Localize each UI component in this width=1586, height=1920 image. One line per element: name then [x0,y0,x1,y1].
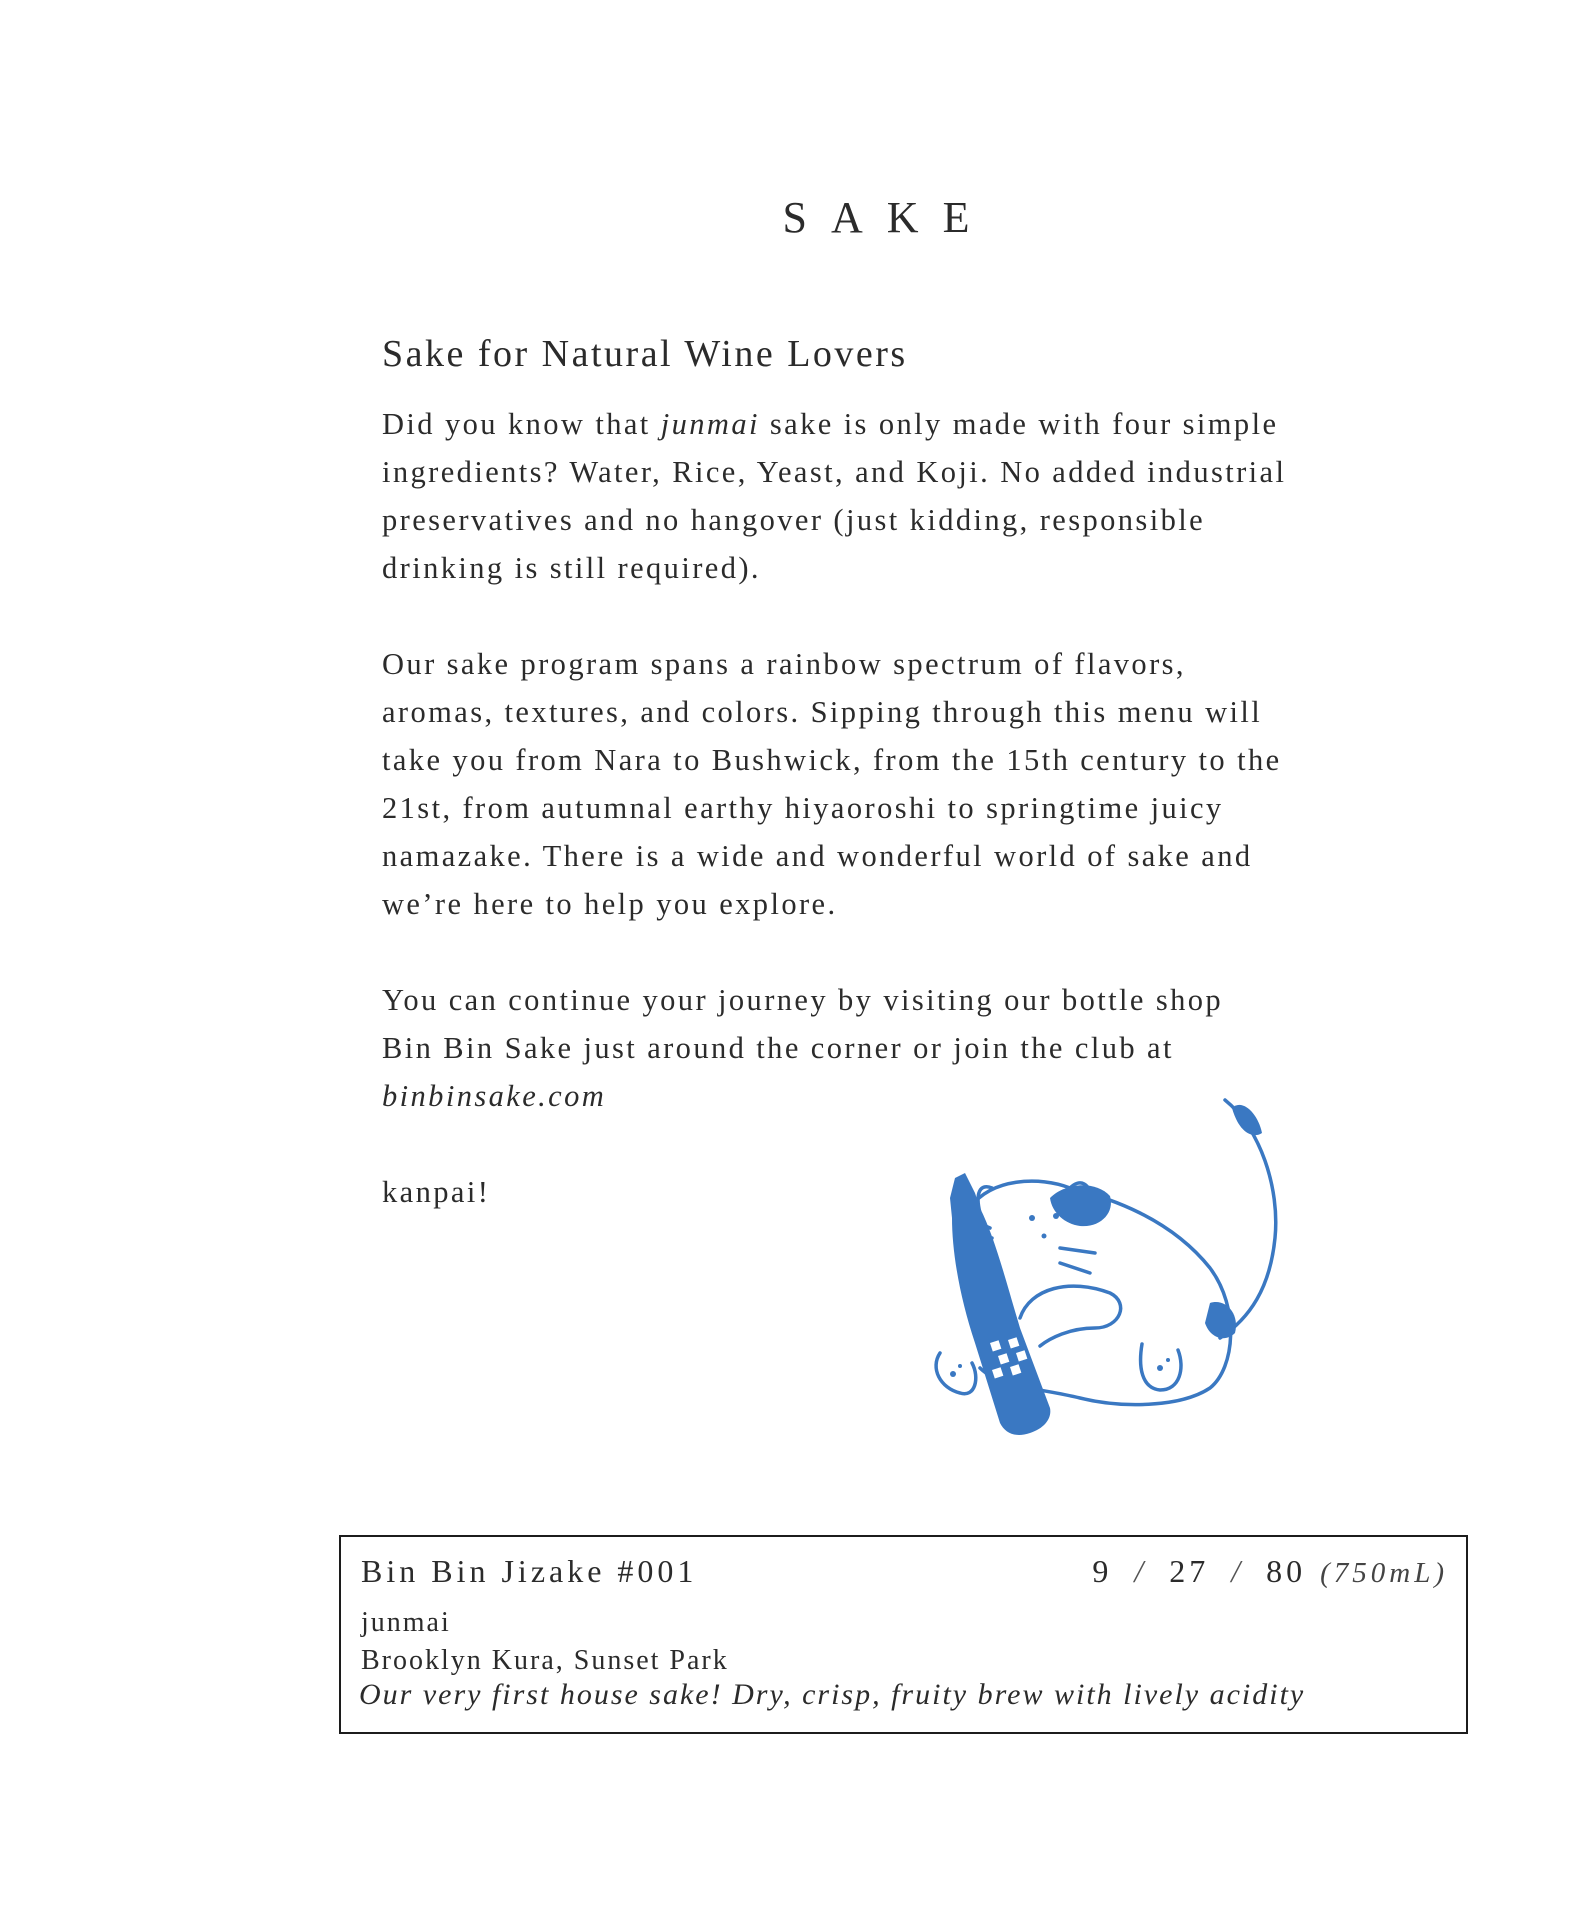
intro-paragraph-1 [382,400,1442,592]
intro-section [382,332,1442,1216]
sake-style: junmai [361,1607,451,1638]
price-separator: / [1134,1553,1148,1589]
p1-italic-junmai: junmai [660,407,760,441]
p1-text-start: Did you know that [382,407,661,441]
p1-line4: drinking is still required). [382,551,761,585]
sake-menu-item [339,1535,1468,1734]
price-carafe: 27 [1169,1553,1210,1589]
p2-line1: Our sake program spans a rainbow spectrum of flavors, [382,647,1186,681]
p3-line2: Bin Bin Sake just around the corner or join the club at [382,1031,1174,1065]
bottle-volume: (750mL) [1320,1557,1448,1589]
intro-paragraph-2 [382,640,1442,928]
website-link[interactable]: binbinsake.com [382,1079,607,1113]
sake-prices [1092,1553,1448,1590]
p2-line5: namazake. There is a wide and wonderful world of sake and [382,839,1253,873]
price-bottle: 80 [1266,1553,1307,1589]
p3-line1: You can continue your journey by visiting our bottle shop [382,983,1224,1017]
p2-line3: take you from Nara to Bushwick, from the 15th century to the [382,743,1282,777]
p1-line1-end: sake is only made with four simple [759,407,1279,441]
p2-line4: 21st, from autumnal earthy hiyaoroshi to springtime juicy [382,791,1224,825]
price-glass: 9 [1092,1553,1113,1589]
p1-line2: ingredients? Water, Rice, Yeast, and Koji. No added industrial [382,455,1287,489]
page-title: SAKE [782,193,994,242]
p1-line3: preservatives and no hangover (just kidding, responsible [382,503,1206,537]
price-separator: / [1231,1553,1245,1589]
cat-hugging-sake-bottle-icon [880,1088,1300,1468]
p2-line6: we’re here to help you explore. [382,887,838,921]
p2-line2: aromas, textures, and colors. Sipping through this menu will [382,695,1263,729]
intro-heading: Sake for Natural Wine Lovers [382,333,908,375]
sake-brewery: Brooklyn Kura, Sunset Park [361,1645,729,1676]
signoff: kanpai! [382,1175,491,1209]
sake-name: Bin Bin Jizake #001 [361,1553,698,1589]
sake-description: Our very first house sake! Dry, crisp, fruity brew with lively acidity [359,1678,1306,1711]
